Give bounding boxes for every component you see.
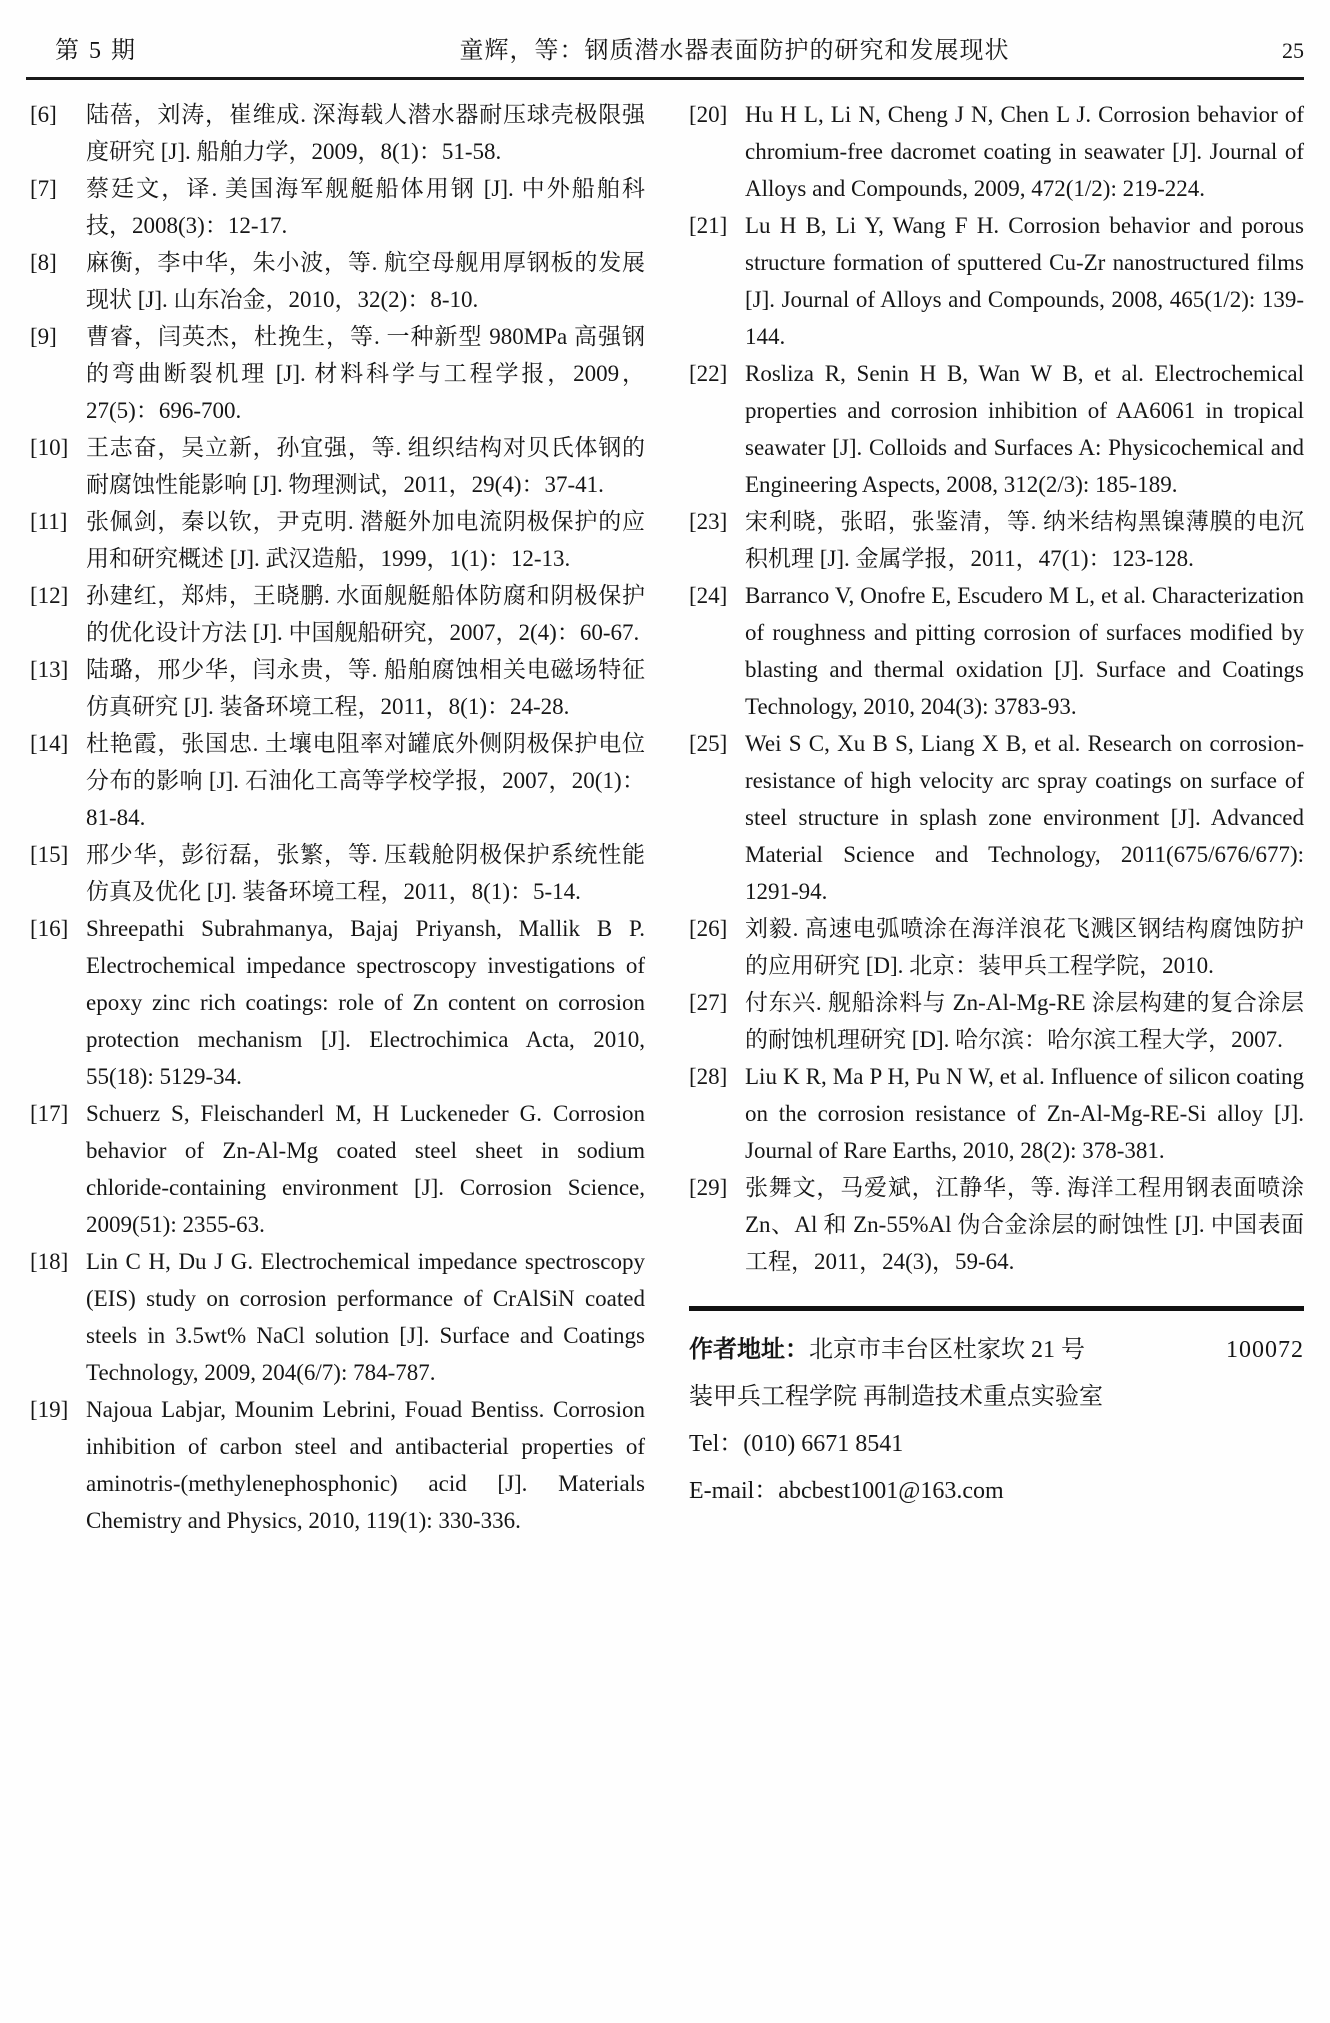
reference-label: [6] (30, 102, 57, 127)
reference-item (30, 1391, 645, 1539)
reference-text: Rosliza R, Senin H B, Wan W B, et al. Electrochemical properties and corrosion inhibition of AA6061 in tropical seawater [J]. Colloids and Surfaces A: Physicochemical and Engineering Aspects, 2008, 312(2/3): 185-189. (745, 361, 1304, 497)
author-address (689, 1327, 1085, 1374)
references-column-left (30, 96, 645, 1539)
reference-label: [23] (689, 509, 728, 534)
reference-text: 麻衡，李中华，朱小波，等. 航空母舰用厚钢板的发展现状 [J]. 山东冶金，2010，32(2)：8-10. (86, 250, 645, 312)
reference-label: [18] (30, 1249, 69, 1274)
reference-text: Lin C H, Du J G. Electrochemical impedance spectroscopy (EIS) study on corrosion performance of CrAlSiN coated steels in 3.5wt% NaCl solution [J]. Surface and Coatings Technology, 2009, 204(6/7): 784-787. (86, 1249, 645, 1385)
reference-item (689, 910, 1304, 984)
author-email: E-mail：abcbest1001@163.com (689, 1478, 1004, 1504)
reference-text: Hu H L, Li N, Cheng J N, Chen L J. Corrosion behavior of chromium-free dacromet coating in seawater [J]. Journal of Alloys and Compounds, 2009, 472(1/2): 219-224. (745, 102, 1304, 201)
header-page-number: 25 (1282, 38, 1304, 63)
author-institution: 装甲兵工程学院 再制造技术重点实验室 (689, 1384, 1103, 1410)
reference-item (689, 725, 1304, 910)
reference-item (30, 1095, 645, 1243)
author-info-block (689, 1327, 1304, 1515)
reference-label: [9] (30, 324, 57, 349)
reference-label: [10] (30, 435, 69, 460)
reference-text: 张舞文，马爱斌，江静华，等. 海洋工程用钢表面喷涂 Zn、Al 和 Zn-55%Al 伪合金涂层的耐蚀性 [J]. 中国表面工程，2011，24(3)，59-64. (745, 1175, 1304, 1274)
reference-label: [8] (30, 250, 57, 275)
reference-label: [22] (689, 361, 728, 386)
reference-text: Liu K R, Ma P H, Pu N W, et al. Influence of silicon coating on the corrosion resistance of Zn-Al-Mg-RE-Si alloy [J]. Journal of Rare Earths, 2010, 28(2): 378-381. (745, 1064, 1304, 1163)
reference-text: 邢少华，彭衍磊，张繁，等. 压载舱阴极保护系统性能仿真及优化 [J]. 装备环境工程，2011，8(1)：5-14. (86, 842, 645, 904)
reference-label: [11] (30, 509, 68, 534)
reference-label: [25] (689, 731, 728, 756)
reference-text: Schuerz S, Fleischanderl M, H Luckeneder G. Corrosion behavior of Zn-Al-Mg coated steel sheet in sodium chloride-containing environment [J]. Corrosion Science, 2009(51): 2355-63. (86, 1101, 645, 1237)
reference-text: 付东兴. 舰船涂料与 Zn-Al-Mg-RE 涂层构建的复合涂层的耐蚀机理研究 [D]. 哈尔滨：哈尔滨工程大学，2007. (745, 990, 1304, 1052)
reference-label: [14] (30, 731, 69, 756)
reference-text: Najoua Labjar, Mounim Lebrini, Fouad Bentiss. Corrosion inhibition of carbon steel and antibacterial properties of aminotris-(methylenephosphonic) acid [J]. Materials Chemistry and Physics, 2010, 119(1): 330-336. (86, 1397, 645, 1533)
reference-item (30, 651, 645, 725)
reference-text: 曹睿，闫英杰，杜挽生，等. 一种新型 980MPa 高强钢的弯曲断裂机理 [J]. 材料科学与工程学报，2009，27(5)：696-700. (86, 324, 645, 423)
reference-label: [24] (689, 583, 728, 608)
reference-label: [15] (30, 842, 69, 867)
header-running-title: 童辉，等：钢质潜水器表面防护的研究和发展现状 (459, 38, 1010, 64)
postal-code: 100072 (1226, 1337, 1304, 1363)
reference-label: [19] (30, 1397, 69, 1422)
reference-label: [21] (689, 213, 728, 238)
reference-item (689, 984, 1304, 1058)
reference-item (689, 1058, 1304, 1169)
header-issue-number: 第 5 期 (55, 38, 137, 64)
reference-label: [26] (689, 916, 728, 941)
reference-item (689, 1169, 1304, 1280)
reference-item (30, 910, 645, 1095)
reference-label: [29] (689, 1175, 728, 1200)
reference-item (689, 503, 1304, 577)
reference-label: [16] (30, 916, 69, 941)
reference-item (30, 244, 645, 318)
reference-text: 宋利晓，张昭，张鉴清，等. 纳米结构黑镍薄膜的电沉积机理 [J]. 金属学报，2011，47(1)：123-128. (745, 509, 1304, 571)
reference-text: 张佩剑，秦以钦，尹克明. 潜艇外加电流阴极保护的应用和研究概述 [J]. 武汉造船，1999，1(1)：12-13. (86, 509, 645, 571)
reference-text: 蔡廷文，译. 美国海军舰艇船体用钢 [J]. 中外船舶科技，2008(3)：12-17. (86, 176, 645, 238)
author-address-line (689, 1327, 1304, 1374)
reference-item (30, 170, 645, 244)
reference-label: [7] (30, 176, 57, 201)
reference-item (30, 503, 645, 577)
reference-text: 陆蓓，刘涛，崔维成. 深海载人潜水器耐压球壳极限强度研究 [J]. 船舶力学，2009，8(1)：51-58. (86, 102, 645, 164)
reference-label: [28] (689, 1064, 728, 1089)
reference-text: 王志奋，吴立新，孙宜强，等. 组织结构对贝氏体钢的耐腐蚀性能影响 [J]. 物理测试，2011，29(4)：37-41. (86, 435, 645, 497)
reference-label: [20] (689, 102, 728, 127)
reference-item (689, 355, 1304, 503)
reference-item (30, 429, 645, 503)
reference-text: 陆璐，邢少华，闫永贵，等. 船舶腐蚀相关电磁场特征仿真研究 [J]. 装备环境工程，2011，8(1)：24-28. (86, 657, 645, 719)
reference-label: [17] (30, 1101, 69, 1126)
reference-item (689, 207, 1304, 355)
reference-text: Shreepathi Subrahmanya, Bajaj Priyansh, Mallik B P. Electrochemical impedance spectroscopy investigations of epoxy zinc rich coatings: role of Zn content on corrosion protection mechanism [J]. Electrochimica Acta, 2010, 55(18): 5129-34. (86, 916, 645, 1089)
reference-text: 刘毅. 高速电弧喷涂在海洋浪花飞溅区钢结构腐蚀防护的应用研究 [D]. 北京：装甲兵工程学院，2010. (745, 916, 1304, 978)
reference-text: 杜艳霞，张国忠. 土壤电阻率对罐底外侧阴极保护电位分布的影响 [J]. 石油化工高等学校学报，2007，20(1)：81-84. (86, 731, 645, 830)
reference-item (30, 577, 645, 651)
reference-item (30, 96, 645, 170)
author-address-value: 北京市丰台区杜家坎 21 号 (809, 1337, 1085, 1363)
reference-label: [27] (689, 990, 728, 1015)
reference-label: [13] (30, 657, 69, 682)
reference-item (689, 577, 1304, 725)
references-column-right (689, 96, 1304, 1539)
reference-item (30, 836, 645, 910)
reference-text: 孙建红，郑炜，王晓鹏. 水面舰艇船体防腐和阴极保护的优化设计方法 [J]. 中国舰船研究，2007，2(4)：60-67. (86, 583, 645, 645)
reference-text: Barranco V, Onofre E, Escudero M L, et al. Characterization of roughness and pitting corrosion of surfaces modified by blasting and thermal oxidation [J]. Surface and Coatings Technology, 2010, 204(3): 3783-93. (745, 583, 1304, 719)
page-header (0, 0, 1330, 77)
footer-rule (689, 1306, 1304, 1311)
reference-item (30, 318, 645, 429)
reference-label: [12] (30, 583, 69, 608)
reference-item (30, 1243, 645, 1391)
author-address-label: 作者地址： (689, 1337, 809, 1363)
references-list-right (689, 96, 1304, 1280)
reference-text: Lu H B, Li Y, Wang F H. Corrosion behavior and porous structure formation of sputtered Cu-Zr nanostructured films [J]. Journal of Alloys and Compounds, 2008, 465(1/2): 139-144. (745, 213, 1304, 349)
reference-item (689, 96, 1304, 207)
reference-text: Wei S C, Xu B S, Liang X B, et al. Research on corrosion-resistance of high velocity arc spray coatings on surface of steel structure in splash zone environment [J]. Advanced Material Science and Technology, 2011(675/676/677): 1291-94. (745, 731, 1304, 904)
author-tel: Tel：(010) 6671 8541 (689, 1431, 904, 1457)
references-section (0, 80, 1330, 1539)
reference-item (30, 725, 645, 836)
